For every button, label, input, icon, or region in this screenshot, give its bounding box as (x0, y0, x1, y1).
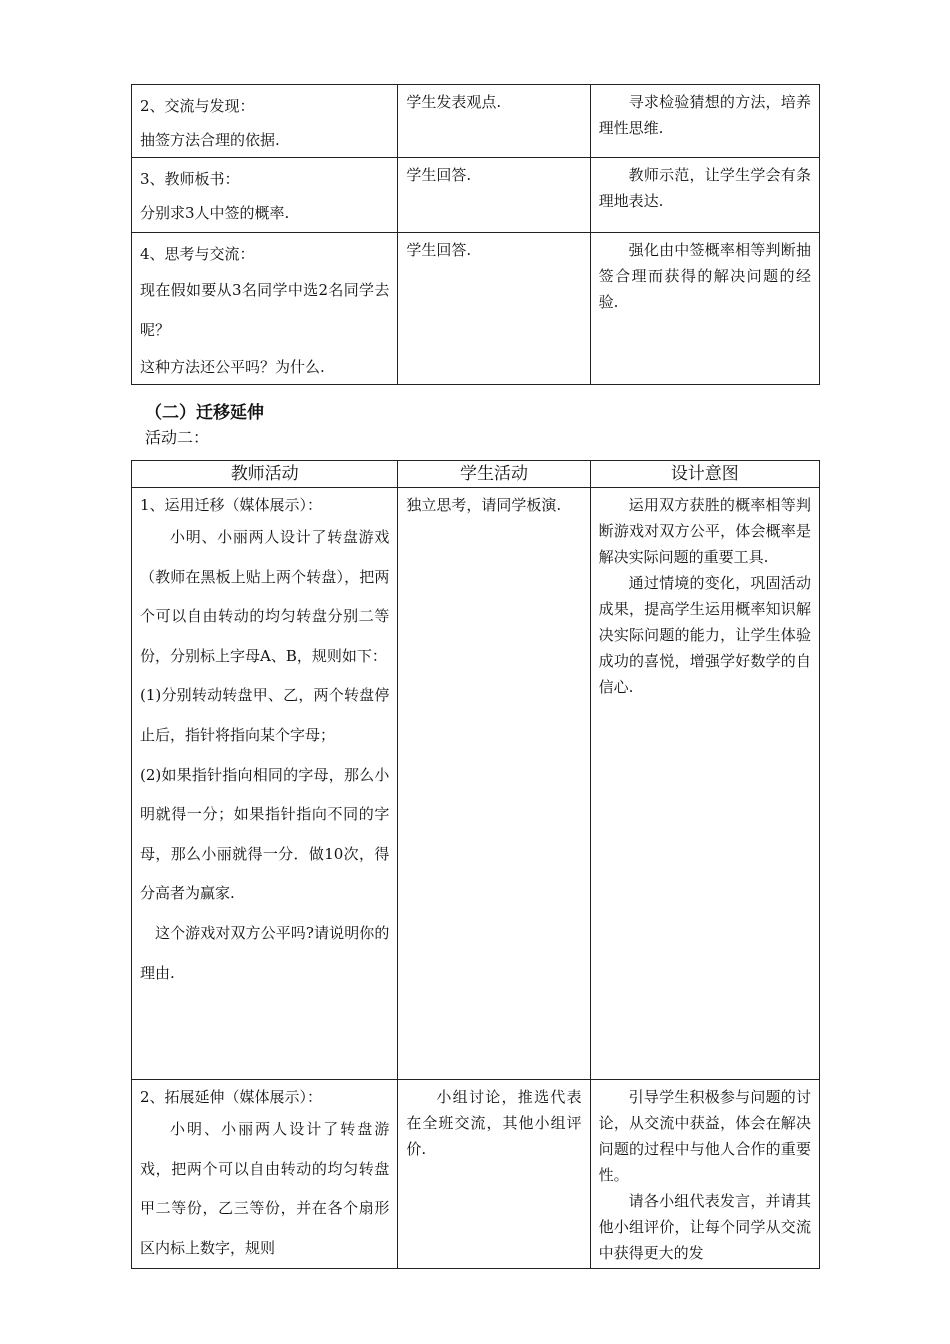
student-activity-cell (398, 233, 590, 385)
step-text: 这种方法还公平吗？为什么. (140, 358, 325, 377)
step-text: (2)如果指针指向相同的字母，那么小明就得一分；如果指针指向不同的字母，那么小丽就得一分．做10次，得分高者为赢家. (140, 765, 390, 903)
design-intent-cell (590, 1080, 819, 1269)
header-student-activity: 学生活动 (398, 461, 590, 488)
student-activity-cell (398, 158, 590, 233)
teacher-activity-cell (132, 233, 398, 385)
activity-table-1 (131, 84, 820, 385)
step-title: 3、教师板书： (140, 170, 240, 188)
step-text: 小明、小丽两人设计了转盘游戏，把两个可以自由转动的均匀转盘甲二等份，乙三等份，并在各个扇形区内标上数字，规则 (140, 1120, 390, 1257)
table-row (132, 85, 820, 158)
teacher-activity-cell (132, 85, 398, 158)
design-intent-cell (590, 233, 819, 385)
intent-text: 引导学生积极参与问题的讨论，从交流中获益，体会在解决问题的过程中与他人合作的重要性。 (598, 1088, 811, 1184)
table-row (132, 488, 820, 1080)
step-text: 这个游戏对双方公平吗?请说明你的理由. (140, 923, 390, 982)
table-row (132, 158, 820, 233)
step-title: 2、拓展延伸（媒体展示）： (140, 1088, 323, 1106)
table-header-row (132, 461, 820, 488)
teacher-activity-cell (132, 488, 398, 1080)
student-text: 学生回答. (406, 166, 472, 184)
header-teacher-activity: 教师活动 (132, 461, 398, 488)
intent-text: 教师示范，让学生学会有条理地表达. (598, 166, 811, 210)
student-activity-cell (398, 488, 590, 1080)
teacher-activity-cell (132, 158, 398, 233)
step-title: 4、思考与交流： (140, 245, 255, 263)
intent-text: 请各小组代表发言，并请其他小组评价，让每个同学从交流中获得更大的发 (598, 1192, 811, 1262)
table-row (132, 233, 820, 385)
step-text: 现在假如要从3名同学中选2名同学去呢？ (140, 281, 390, 339)
student-text: 学生回答. (406, 241, 472, 259)
step-title: 2、交流与发现： (140, 97, 255, 115)
student-text: 独立思考，请同学板演. (406, 496, 562, 514)
activity-table-2 (131, 460, 820, 1269)
intent-text: 运用双方获胜的概率相等判断游戏对双方公平，体会概率是解决实际问题的重要工具. (598, 496, 811, 566)
step-text: 分别求3人中签的概率. (140, 204, 290, 222)
design-intent-cell (590, 158, 819, 233)
teacher-activity-cell (132, 1080, 398, 1269)
table-row (132, 1080, 820, 1269)
step-text: 小明、小丽两人设计了转盘游戏（教师在黑板上贴上两个转盘），把两个可以自由转动的均匀转盘分别二等份，分别标上字母A、B，规则如下： (140, 528, 390, 665)
student-text: 小组讨论，推选代表在全班交流，其他小组评价. (406, 1088, 582, 1158)
student-activity-cell (398, 1080, 590, 1269)
design-intent-cell (590, 85, 819, 158)
section-subtitle: 活动二： (145, 428, 210, 447)
design-intent-cell (590, 488, 819, 1080)
student-activity-cell (398, 85, 590, 158)
header-design-intent: 设计意图 (590, 461, 819, 488)
step-text: 抽签方法合理的依据. (140, 131, 280, 149)
student-text: 学生发表观点. (406, 93, 502, 111)
step-title: 1、运用迁移（媒体展示）： (140, 496, 323, 514)
intent-text: 强化由中签概率相等判断抽签合理而获得的解决问题的经验. (598, 241, 811, 311)
step-text: (1)分别转动转盘甲、乙，两个转盘停止后，指针将指向某个字母； (140, 686, 390, 744)
section-title: （二）迁移延伸 (145, 403, 264, 423)
intent-text: 通过情境的变化，巩固活动成果，提高学生运用概率知识解决实际问题的能力，让学生体验成功的喜悦，增强学好数学的自信心. (598, 574, 811, 696)
intent-text: 寻求检验猜想的方法，培养理性思维. (598, 93, 811, 137)
